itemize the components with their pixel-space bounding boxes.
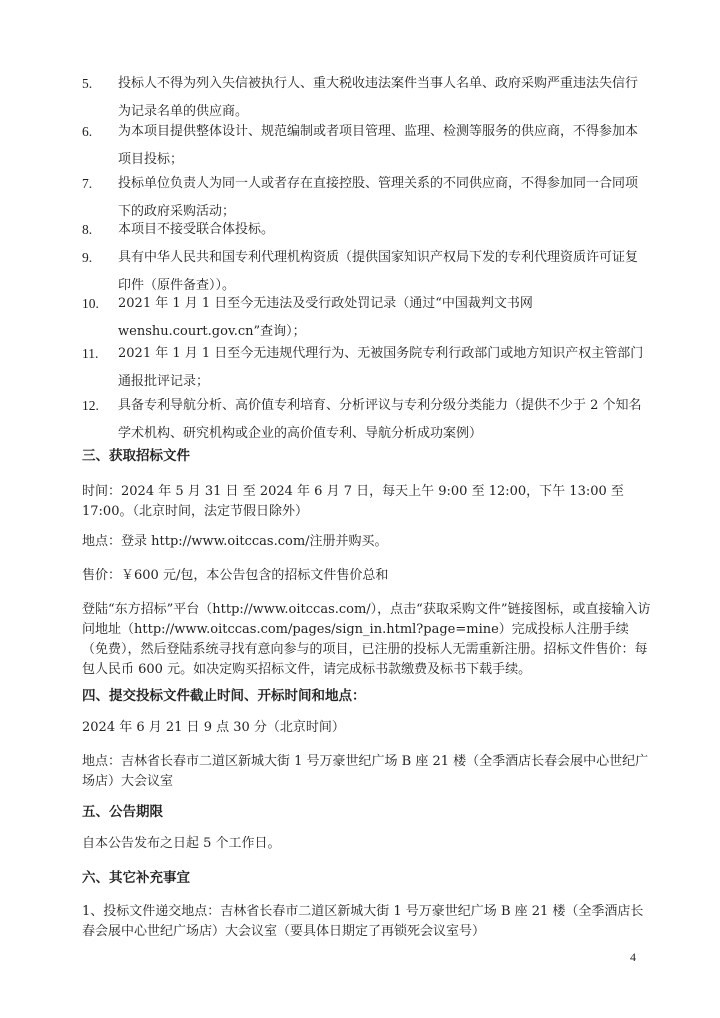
item-text: 为本项目提供整体设计、规范编制或者项目管理、监理、检测等服务的供应商，不得参加本项目投标； xyxy=(118,124,639,167)
item-text: 2021 年 1 月 1 日至今无违法及受行政处罚记录（通过“中国裁判文书网 wenshu.court.gov.cn”查询）； xyxy=(118,296,533,339)
login-instructions: 登陆“东方招标”平台（http://www.oitccas.com/），点击“获取采购文件”链接图标，或直接输入访问地址（http://www.oitccas.com/pages/sign_in.html?page=mine）完成投标人注册手续（免费），然后登陆系统寻找有意向参与的项目，已注册的投标人无需重新注册。招标文件售价：每包人民币 600 元。如决定购买招标文件，请完成标书款缴费及标书下载手续。 xyxy=(82,602,651,677)
opening-location: 地点：吉林省长春市二道区新城大街 1 号万豪世纪广场 B 座 21 楼（全季酒店长春会展中心世纪广场店）大会议室 xyxy=(82,754,649,789)
item-number: 11. xyxy=(82,346,99,361)
purchase-time: 时间：2024 年 5 月 31 日 至 2024 年 6 月 7 日，每天上午 9:00 至 12:00，下午 13:00 至 17:00。（北京时间，法定节假日除外） xyxy=(82,484,624,519)
page-number: 4 xyxy=(630,950,636,964)
notice-period-text: 自本公告发布之日起 5 个工作日。 xyxy=(82,836,281,851)
section-heading-obtain-documents: 三、获取招标文件 xyxy=(82,448,190,464)
item-text: 本项目不接受联合体投标。 xyxy=(118,222,275,237)
item-number: 8. xyxy=(82,222,93,237)
item-number: 7. xyxy=(82,176,93,191)
purchase-location: 地点：登录 http://www.oitccas.com/注册并购买。 xyxy=(82,534,388,549)
item-number: 9. xyxy=(82,250,93,265)
section-heading-other-matters: 六、其它补充事宜 xyxy=(82,870,190,886)
section-heading-deadline: 四、提交投标文件截止时间、开标时间和地点： xyxy=(82,688,366,704)
deadline-datetime: 2024 年 6 月 21 日 9 点 30 分（北京时间） xyxy=(82,720,345,735)
item-number: 10. xyxy=(82,296,99,311)
section-heading-notice-period: 五、公告期限 xyxy=(82,804,163,820)
item-text: 具有中华人民共和国专利代理机构资质（提供国家知识产权局下发的专利代理资质许可证复印件（原件备查））。 xyxy=(118,250,639,293)
item-number: 5. xyxy=(82,76,93,91)
item-text: 投标单位负责人为同一人或者存在直接控股、管理关系的不同供应商，不得参加同一合同项下的政府采购活动； xyxy=(118,176,639,219)
item-number: 6. xyxy=(82,124,93,139)
document-price: 售价：￥600 元/包，本公告包含的招标文件售价总和 xyxy=(82,568,389,583)
item-number: 12. xyxy=(82,398,99,413)
item-text: 2021 年 1 月 1 日至今无违规代理行为、无被国务院专利行政部门或地方知识产权主管部门通报批评记录； xyxy=(118,346,644,389)
item-text: 具备专利导航分析、高价值专利培育、分析评议与专利分级分类能力（提供不少于 2 个知名学术机构、研究机构或企业的高价值专利、导航分析成功案例） xyxy=(118,398,642,441)
item-text: 投标人不得为列入失信被执行人、重大税收违法案件当事人名单、政府采购严重违法失信行为记录名单的供应商。 xyxy=(118,76,639,119)
other-matters-text: 1、投标文件递交地点：吉林省长春市二道区新城大街 1 号万豪世纪广场 B 座 21 楼（全季酒店长春会展中心世纪广场店）大会议室（要具体日期定了再锁死会议室号） xyxy=(82,904,644,939)
